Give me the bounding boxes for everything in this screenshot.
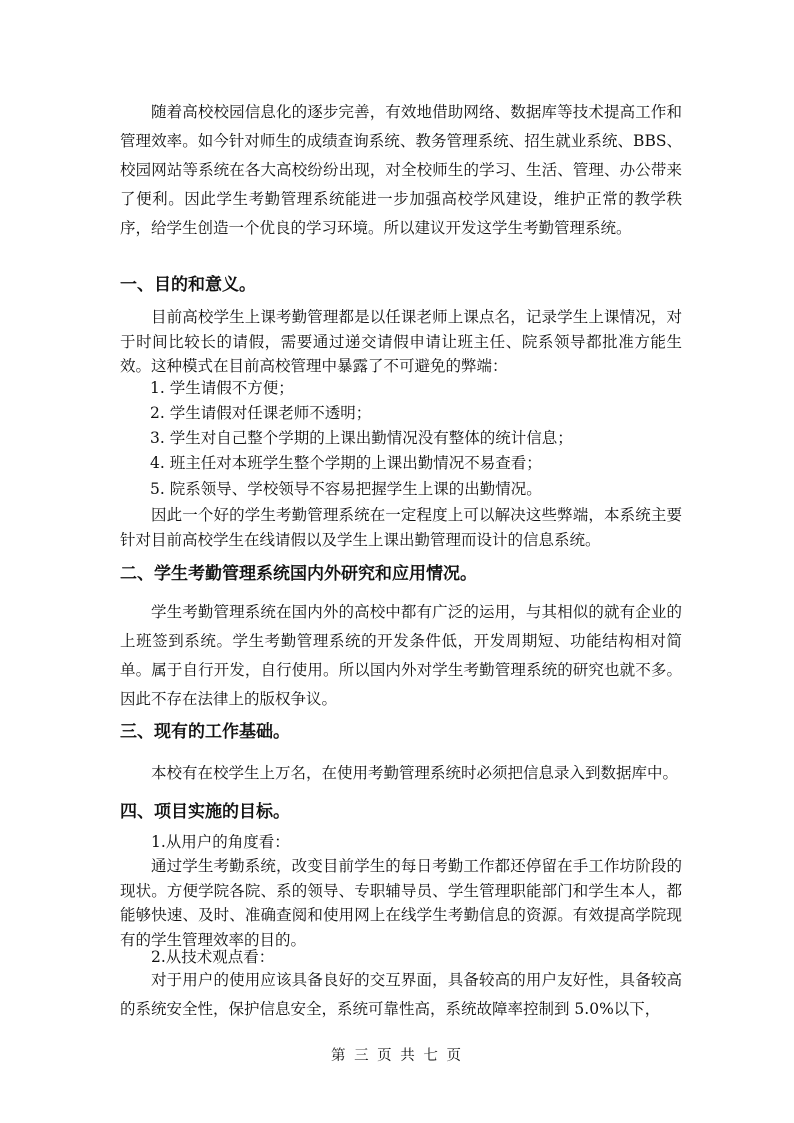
section-heading-purpose: 一、目的和意义。 (120, 275, 256, 295)
goals-user-paragraph: 通过学生考勤系统，改变目前学生的每日考勤工作都还停留在手工作坊阶段的现状。方便学院各院、系的领导、专职辅导员、学生管理职能部门和学生本人，都能够快速、及时、准确查阅和使用网上在线学生考勤信息的资源。有效提高学院现有的学生管理效率的目的。 (120, 857, 682, 949)
list-item: 4. 班主任对本班学生整个学期的上课出勤情况不易查看； (150, 454, 542, 472)
research-paragraph: 学生考勤管理系统在国内外的高校中都有广泛的运用，与其相似的就有企业的上班签到系统。学生考勤管理系统的开发条件低，开发周期短、功能结构相对简单。属于自行开发，自行使用。所以国内外对学生考勤管理系统的研究也就不多。因此不存在法律上的版权争议。 (120, 603, 682, 708)
goals-tech-paragraph: 对于用户的使用应该具备良好的交互界面，具备较高的用户友好性，具备较高的系统安全性，保护信息安全，系统可靠性高，系统故障率控制到 5.0%以下， (120, 971, 682, 1018)
section-heading-research: 二、学生考勤管理系统国内外研究和应用情况。 (120, 564, 477, 584)
section-heading-foundation: 三、现有的工作基础。 (120, 722, 290, 742)
list-item: 2. 学生请假对任课老师不透明； (150, 404, 372, 422)
purpose-paragraph: 目前高校学生上课考勤管理都是以任课老师上课点名，记录学生上课情况，对于时间比较长的请假，需要通过递交请假申请让班主任、院系领导都批准方能生效。这种模式在目前高校管理中暴露了不可避免的弊端： (120, 308, 682, 375)
list-item: 3. 学生对自己整个学期的上课出勤情况没有整体的统计信息； (150, 429, 573, 447)
list-item: 1. 学生请假不方便； (150, 379, 294, 397)
goals-subheading-tech: 2.从技术观点看： (151, 948, 275, 966)
section-heading-goals: 四、项目实施的目标。 (120, 802, 290, 822)
list-item: 5. 院系领导、学校领导不容易把握学生上课的出勤情况。 (150, 480, 542, 498)
purpose-closing-paragraph: 因此一个好的学生考勤管理系统在一定程度上可以解决这些弊端，本系统主要针对目前高校学生在线请假以及学生上课出勤管理而设计的信息系统。 (120, 506, 682, 549)
foundation-paragraph: 本校有在校学生上万名，在使用考勤管理系统时必须把信息录入到数据库中。 (151, 764, 679, 782)
intro-paragraph: 随着高校校园信息化的逐步完善，有效地借助网络、数据库等技术提高工作和管理效率。如今针对师生的成绩查询系统、教务管理系统、招生就业系统、BBS、校园网站等系统在各大高校纷纷出现，对全校师生的学习、生活、管理、办公带来了便利。因此学生考勤管理系统能进一步加强高校学风建设，维护正常的教学秩序，给学生创造一个优良的学习环境。所以建议开发这学生考勤管理系统。 (120, 103, 682, 237)
page-footer: 第 三 页 共 七 页 (330, 1048, 464, 1064)
goals-subheading-user: 1.从用户的角度看： (151, 833, 290, 851)
